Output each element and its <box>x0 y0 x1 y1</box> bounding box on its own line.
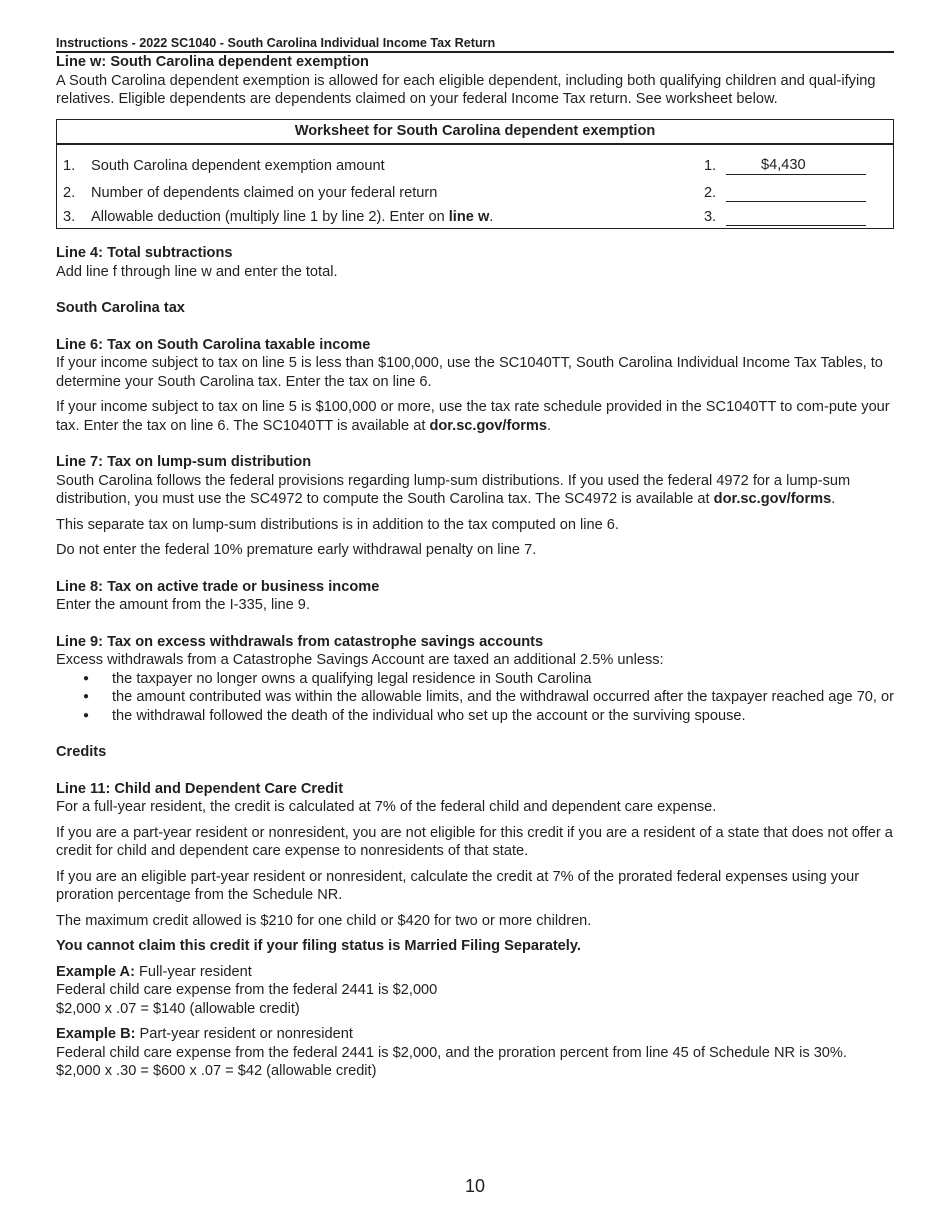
worksheet-title: Worksheet for South Carolina dependent exemption <box>57 120 893 146</box>
example-line: Federal child care expense from the federal 2441 is $2,000, and the proration percent from line 45 of Schedule NR is 30%. <box>56 1044 847 1061</box>
section-line-11 <box>56 780 894 1081</box>
paragraph: If you are a part-year resident or nonresident, you are not eligible for this credit if you are a resident of a state that does not offer a credit for child and dependent care expense to nonresidents of that state. <box>56 824 893 859</box>
section-heading: Line 6: Tax on South Carolina taxable income <box>56 336 371 353</box>
paragraph: The maximum credit allowed is $210 for one child or $420 for two or more children. <box>56 912 592 929</box>
bullet-list <box>83 670 894 726</box>
row-number: 1. <box>63 157 76 174</box>
row-number: 2. <box>63 184 76 201</box>
line-number: 2. <box>704 184 717 201</box>
section-heading: Line w: South Carolina dependent exemption <box>56 54 369 70</box>
forms-link[interactable]: dor.sc.gov/forms <box>713 491 832 507</box>
example-b: Example B: Part-year resident or nonresident Federal child care expense from the federal 2441 is $2,000, and the proration percent from line 45 of Schedule NR is 30%. $2,000 x .30 = $600 x .07 = $42 (allowable credit) <box>56 1025 894 1081</box>
paragraph: Enter the amount from the I-335, line 9. <box>56 597 310 613</box>
dependents-count-field[interactable] <box>726 184 866 202</box>
bullet-item: ● the taxpayer no longer owns a qualifying legal residence in South Carolina <box>83 670 894 689</box>
bullet-item: ● the amount contributed was within the allowable limits, and the withdrawal occurred after the taxpayer reached age 70, or <box>83 688 894 707</box>
example-a: Example A: Full-year resident Federal child care expense from the federal 2441 is $2,000 $2,000 x .07 = $140 (allowable credit) <box>56 963 894 1019</box>
category-heading: South Carolina tax <box>56 300 185 316</box>
worksheet-row <box>57 202 893 228</box>
example-line: $2,000 x .07 = $140 (allowable credit) <box>56 1000 300 1017</box>
dependent-exemption-worksheet <box>56 119 894 230</box>
section-heading: Line 11: Child and Dependent Care Credit <box>56 780 344 797</box>
example-line: $2,000 x .30 = $600 x .07 = $42 (allowable credit) <box>56 1063 377 1079</box>
section-line-w <box>56 53 894 109</box>
section-credits <box>56 743 894 762</box>
section-line-8 <box>56 578 894 615</box>
section-sc-tax <box>56 299 894 318</box>
forms-link[interactable]: dor.sc.gov/forms <box>429 417 548 434</box>
category-heading: Credits <box>56 744 107 760</box>
section-heading: Line 7: Tax on lump-sum distribution <box>56 454 312 470</box>
section-line-9 <box>56 633 894 726</box>
example-label: Example B: <box>56 1026 136 1042</box>
example-line: Federal child care expense from the federal 2441 is $2,000 <box>56 982 438 998</box>
row-label: South Carolina dependent exemption amount <box>91 157 385 174</box>
paragraph: If you are an eligible part-year resident or nonresident, calculate the credit at 7% of the prorated federal expenses using your proration percentage from the Schedule NR. <box>56 868 860 903</box>
allowable-deduction-field[interactable] <box>726 208 866 226</box>
running-header: Instructions - 2022 SC1040 - South Carolina Individual Income Tax Return <box>56 35 894 53</box>
paragraph: For a full-year resident, the credit is calculated at 7% of the federal child and dependent care expense. <box>56 799 717 815</box>
paragraph: If your income subject to tax on line 5 is less than $100,000, use the SC1040TT, South Carolina Individual Income Tax Tables, to determine your South Carolina tax. Enter the tax on line 6. <box>56 355 883 390</box>
row-label: Allowable deduction (multiply line 1 by line 2). Enter on line w. <box>91 208 494 225</box>
section-heading: Line 4: Total subtractions <box>56 245 233 261</box>
section-heading: Line 9: Tax on excess withdrawals from catastrophe savings accounts <box>56 633 544 650</box>
bullet-item: ● the withdrawal followed the death of the individual who set up the account or the surviving spouse. <box>83 707 894 726</box>
section-line-7 <box>56 453 894 560</box>
paragraph: This separate tax on lump-sum distributions is in addition to the tax computed on line 6. <box>56 516 619 533</box>
example-label: Example A: <box>56 963 135 980</box>
paragraph: Add line f through line w and enter the total. <box>56 263 338 280</box>
paragraph: If your income subject to tax on line 5 is $100,000 or more, use the tax rate schedule provided in the SC1040TT to com-pute your tax. Enter the tax on line 6. The SC1040TT is available at dor.sc.gov/forms. <box>56 399 890 434</box>
warning-paragraph: You cannot claim this credit if your filing status is Married Filing Separately. <box>56 938 581 954</box>
line-number: 1. <box>704 157 717 174</box>
exemption-amount-field[interactable]: $4,430 <box>726 157 866 175</box>
paragraph: Excess withdrawals from a Catastrophe Savings Account are taxed an additional 2.5% unless: <box>56 652 664 668</box>
line-number: 3. <box>704 208 717 225</box>
row-number: 3. <box>63 208 76 225</box>
page-number: 10 <box>464 1176 486 1196</box>
row-label: Number of dependents claimed on your federal return <box>91 184 438 201</box>
section-line-4 <box>56 244 894 281</box>
paragraph: Do not enter the federal 10% premature early withdrawal penalty on line 7. <box>56 542 537 558</box>
paragraph: South Carolina follows the federal provisions regarding lump-sum distributions. If you used the federal 4972 for a lump-sum distribution, you must use the SC4972 to compute the South Carolina tax. The SC4972 is available at dor.sc.gov/forms. <box>56 472 851 507</box>
section-heading: Line 8: Tax on active trade or business income <box>56 578 380 595</box>
paragraph: A South Carolina dependent exemption is allowed for each eligible dependent, including both qualifying children and qual-ifying relatives. Eligible dependents are dependents claimed on your federal Income Tax return. See worksheet below. <box>56 72 876 107</box>
section-line-6 <box>56 336 894 436</box>
worksheet-row <box>57 175 893 202</box>
worksheet-row <box>57 145 893 175</box>
